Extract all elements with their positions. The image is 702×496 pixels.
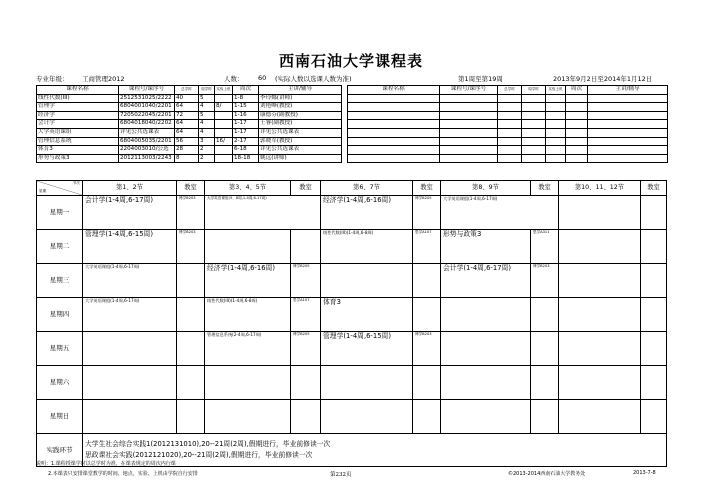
course-hours: 8 [175,154,199,163]
class-cell: 管理学(1-4周,6-15周) [83,230,177,264]
day-label: 星期六 [37,366,83,400]
table-row [37,94,342,103]
footer-note-2: 2.本课表只安排课堂教学的时间、地点，实验、上机由学院自行安排 [48,471,198,477]
course-code: 6804001040/2201 [119,103,175,112]
room-header: 教室 [291,181,321,196]
schedule-row-thu [37,298,667,332]
class-cell: 线性代数(III)(1-4周,6-8周) [205,298,291,332]
col-weeks: 周次 [566,86,588,95]
course-teacher: 刘艳峰(教授) [259,103,342,112]
week-range: 第1周至第19周 [458,75,503,83]
course-weeks: 1-16 [233,111,259,120]
course-weeks: 18-18 [233,154,259,163]
day-label: 星期四 [37,298,83,332]
table-row [37,137,342,146]
table-row [37,154,342,163]
class-cell: 大学英语课组(5、8周,1-4周,6-17周) [205,196,321,230]
course-lab [215,94,233,103]
col-teacher: 主讲/辅导 [588,86,668,95]
col-course-code: 课程号/课序号 [440,86,498,95]
course-name: 经济学 [37,111,119,120]
course-code: 2512531025/2222 [119,94,175,103]
course-weekly: 3 [199,137,215,146]
course-name: 会计学 [37,120,119,129]
room-header: 教室 [641,181,667,196]
practice-line: 大学生社会综合实践1(2012131010),20--21周(2周),假期进行，毕业前修读一次 [85,440,331,449]
class-cell: 管理学(1-4周,6-15周) [321,332,413,366]
course-lab: 8/ [215,103,233,112]
page-number: 第232页 [330,472,352,478]
col-lab: 实验上机 [215,86,233,95]
course-hours: 28 [175,146,199,155]
grade-label: 专业年级： [36,75,69,83]
col-weekly-hours: 周学时 [199,86,215,95]
course-weeks: 2-17 [233,137,259,146]
course-name: 体育3 [37,146,119,155]
class-cell: 管理信息系统(2-4周,6-17周) [205,332,291,366]
col-total-hours: 总学时 [498,86,522,95]
course-code: 2012113003/2243 [119,154,175,163]
room-cell: 博学B203 [413,332,441,366]
table-row [37,128,342,137]
table-row [348,137,668,146]
day-label: 星期一 [37,196,83,230]
schedule-row-tue [37,230,667,264]
course-name: 线性代数(III) [37,94,119,103]
class-cell: 会计学(1-4周,6-17周) [441,264,531,298]
table-row [37,111,342,120]
course-weekly: 2 [199,146,215,155]
course-hours: 64 [175,128,199,137]
room-cell: 博学B205 [291,264,321,298]
table-row [348,94,668,103]
course-teacher: 详见公共选课表 [259,146,342,155]
room-cell: 思学A107 [413,230,441,264]
slot-header: 第8、9节 [441,181,531,196]
course-code: 2204003010/公选 [119,146,175,155]
col-weeks: 周次 [233,86,259,95]
slot-header: 第6、7节 [321,181,413,196]
course-lab [215,154,233,163]
table-row [37,146,342,155]
class-cell: 大学英语课组(1-4周,6-17周) [83,298,177,332]
room-cell: 思学A107 [291,298,321,332]
table-row [348,128,668,137]
col-total-hours: 总学时 [175,86,199,95]
col-course-name: 课程名称 [348,86,440,95]
class-cell: 大学英语课组(1-4周,6-17周) [83,264,177,298]
grade-value: 工商管理2012 [82,75,125,83]
room-header: 教室 [177,181,205,196]
class-cell: 大学英语课组(1-4周,6-17周) [441,196,559,230]
course-weeks: 1-17 [233,128,259,137]
course-code: 6804018040/2202 [119,120,175,129]
class-cell: 经济学(1-4周,6-16周) [205,264,291,298]
print-date: 2013-7-8 [633,470,656,476]
course-weeks: 1-17 [233,120,259,129]
room-header: 教室 [531,181,559,196]
col-course-name: 课程名称 [37,86,119,95]
schedule-corner [37,181,83,196]
corner-period-label: 节次 [72,181,80,185]
course-teacher: 郭晓军(教授) [259,137,342,146]
course-hours: 64 [175,120,199,129]
course-hours: 40 [175,94,199,103]
course-lab: 16/ [215,137,233,146]
course-teacher: 李玲娜(讲师) [259,94,342,103]
course-code: 详见公共选课表 [119,128,175,137]
schedule-row-sat [37,366,667,400]
schedule-row-mon [37,196,667,230]
course-weekly: 5 [199,111,215,120]
course-teacher: 康德芬(副教授) [259,111,342,120]
schedule-grid [36,180,667,467]
room-header: 教室 [413,181,441,196]
room-cell: 博学B205 [291,332,321,366]
course-weekly: 5 [199,94,215,103]
class-cell: 会计学(1-4周,6-17周) [83,196,177,230]
corner-day-label: 星期 [39,189,47,194]
col-teacher: 主讲/辅导 [259,86,342,95]
day-label: 星期日 [37,400,83,434]
room-cell: 博学B205 [413,196,441,230]
table-row [37,103,342,112]
class-cell: 体育3 [321,298,413,332]
course-list-right [347,85,668,163]
course-weekly: 4 [199,103,215,112]
room-cell: 博学B203 [177,196,205,230]
course-weeks: 6-18 [233,146,259,155]
course-teacher: 姚远(讲师) [259,154,342,163]
course-hours: 64 [175,103,199,112]
room-cell: 思学A311 [531,230,559,264]
slot-header: 第3、4、5节 [205,181,291,196]
table-row [348,154,668,163]
col-weekly-hours: 周学时 [522,86,546,95]
copyright: ©2013-2014西南石油大学教务处 [508,471,586,477]
people-note: (实际人数以选课人数为准) [275,75,352,83]
slot-header: 第1、2节 [83,181,177,196]
schedule-row-wed [37,264,667,298]
class-cell: 经济学(1-4周,6-16周) [321,196,413,230]
course-weekly: 4 [199,120,215,129]
course-hours: 72 [175,111,199,120]
day-label: 星期二 [37,230,83,264]
footer-note-1: 说明：1.课程授课学时以总学时为准，在课表规定的周次内行课 [36,461,176,467]
practice-label: 实践环节 [37,434,83,467]
table-row [348,120,668,129]
class-cell: 形势与政策3 [441,230,531,264]
course-name: 管理学 [37,103,119,112]
page-title: 西南石油大学课程表 [278,52,423,70]
day-label: 星期三 [37,264,83,298]
day-label: 星期五 [37,332,83,366]
people-label: 人数： [224,75,244,83]
table-row [348,146,668,155]
room-cell: 博学B203 [177,230,205,264]
course-weekly: 4 [199,128,215,137]
people-value: 60 [258,74,267,82]
course-list-left [36,85,342,163]
course-name: 形势与政策3 [37,154,119,163]
practice-line: 思政课社会实践(2012121020),20--21周(2周),假期进行，毕业前修读一次 [85,451,313,459]
course-weeks: 1-15 [233,103,259,112]
schedule-row-sun [37,400,667,434]
course-teacher: 王睿(副教授) [259,120,342,129]
course-lab [215,111,233,120]
course-lab [215,146,233,155]
col-lab: 实验上机 [546,86,566,95]
course-code: 7205022045/2201 [119,111,175,120]
course-name: 管理信息系统 [37,137,119,146]
col-course-code: 课程号/课序号 [119,86,175,95]
class-cell: 线性代数(III)(1-4周,6-8周) [321,230,413,264]
course-weeks: 1-8 [233,94,259,103]
course-hours: 56 [175,137,199,146]
table-row [348,111,668,120]
course-teacher: 详见公共选课表 [259,128,342,137]
course-lab [215,128,233,137]
course-weekly: 2 [199,154,215,163]
table-row [348,103,668,112]
course-code: 6804005035/2201 [119,137,175,146]
room-cell: 博学B203 [531,264,559,298]
course-name: 大学英语课组 [37,128,119,137]
date-range: 2013年9月2日至2014年1月12日 [553,75,653,83]
table-row [37,120,342,129]
course-lab [215,120,233,129]
slot-header: 第10、11、12节 [559,181,641,196]
schedule-row-fri [37,332,667,366]
